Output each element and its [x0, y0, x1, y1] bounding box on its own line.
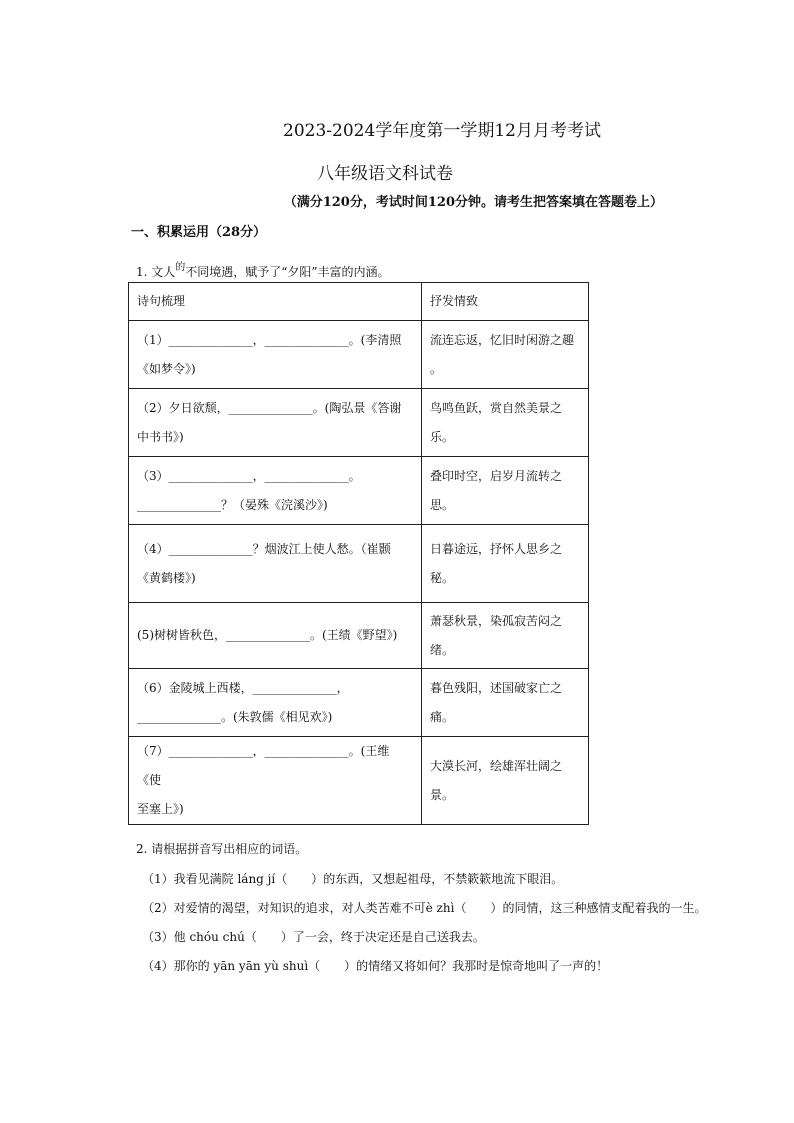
table-row	[129, 321, 589, 389]
poem-line: （3）______________，______________。	[137, 468, 361, 483]
poem-line: ______________。(朱敦儒《相见欢》)	[137, 709, 333, 724]
question-2-prompt: 2. 请根据拼音写出相应的词语。	[136, 842, 308, 856]
header-poem: 诗句梳理	[129, 283, 422, 321]
poem-line: （7）______________，______________。(王维《使	[137, 744, 390, 787]
table-row	[129, 603, 589, 669]
question-2-item: （1）我看见满院 láng jí（ ）的东西，又想起祖母，不禁簌簌地流下眼泪。	[142, 872, 564, 886]
poem-cell	[129, 525, 422, 603]
feeling-line: 萧瑟秋景，染孤寂苦闷之	[430, 613, 563, 628]
feeling-line: 痛。	[430, 709, 455, 724]
poem-line: 《如梦令》)	[137, 361, 196, 376]
poem-line: 至塞上》)	[137, 802, 184, 816]
feeling-line: 乐。	[430, 429, 455, 444]
q1-suffix: 不同境遇，赋予了“夕阳”丰富的内涵。	[185, 265, 390, 279]
poem-line: （2）夕日欲颓，______________。(陶弘景《答谢	[137, 400, 402, 415]
table-row	[129, 525, 589, 603]
poem-cell	[129, 457, 422, 525]
feeling-cell	[422, 737, 589, 825]
poem-cell	[129, 603, 422, 669]
question-1-prompt	[136, 258, 390, 280]
table-row	[129, 389, 589, 457]
question-2-item: （3）他 chóu chú（ ）了一会，终于决定还是自己送我去。	[142, 930, 485, 944]
poem-line: （4）______________？烟波江上使人愁。（崔颢	[137, 541, 391, 556]
feeling-line: 叠印时空，启岁月流转之	[430, 468, 563, 483]
table-row	[129, 737, 589, 825]
poem-cell	[129, 737, 422, 825]
poem-line: 中书书》)	[137, 429, 184, 444]
feeling-cell	[422, 457, 589, 525]
exam-subtitle: 八年级语文科试卷	[317, 164, 453, 184]
poem-line: （1）______________，______________。(李清照	[137, 332, 402, 347]
feeling-line: 。	[430, 361, 443, 376]
section-heading: 一、积累运用（28分）	[131, 225, 267, 240]
question-2-item: （4）那你的 yān yān yù shuì（ ）的情绪又将如何？我那时是惊奇地叫了一声的！	[142, 959, 609, 973]
q1-prefix: 1. 文人	[136, 265, 176, 279]
poem-cell	[129, 669, 422, 737]
table-row	[129, 457, 589, 525]
feeling-line: 思。	[430, 497, 455, 512]
exam-title: 2023-2024学年度第一学期12月月考考试	[283, 121, 601, 141]
poem-cell	[129, 321, 422, 389]
feeling-line: 景。	[430, 787, 455, 802]
poem-cell	[129, 389, 422, 457]
header-feeling: 抒发情致	[422, 283, 589, 321]
feeling-line: 流连忘返，忆旧时闲游之趣	[430, 332, 575, 347]
feeling-cell	[422, 669, 589, 737]
poem-line: ______________？（晏殊《浣溪沙》)	[137, 497, 328, 512]
feeling-line: 日暮途远，抒怀人思乡之	[430, 541, 563, 556]
feeling-cell	[422, 321, 589, 389]
table-header-row	[129, 283, 589, 321]
poem-line: 《黄鹤楼》)	[137, 570, 196, 585]
q1-superscript: 的	[175, 262, 186, 273]
feeling-cell	[422, 525, 589, 603]
poem-line: (5)树树皆秋色，______________。(王绩《野望》)	[137, 628, 398, 642]
feeling-line: 秘。	[430, 570, 455, 585]
exam-note: （满分120分，考试时间120分钟。请考生把答案填在答题卷上）	[283, 195, 663, 210]
feeling-line: 暮色残阳，述国破家亡之	[430, 680, 563, 695]
feeling-cell	[422, 603, 589, 669]
poem-line: （6）金陵城上西楼，______________，	[137, 680, 349, 695]
poem-table	[128, 282, 589, 825]
feeling-line: 鸟鸣鱼跃，赏自然美景之	[430, 400, 563, 415]
feeling-cell	[422, 389, 589, 457]
table-row	[129, 669, 589, 737]
question-2-item: （2）对爱情的渴望，对知识的追求，对人类苦难不可è zhì（ ）的同情，这三种感情支配着我的一生。	[142, 901, 707, 915]
feeling-line: 绪。	[430, 642, 455, 657]
feeling-line: 大漠长河，绘雄浑壮阔之	[430, 758, 563, 773]
